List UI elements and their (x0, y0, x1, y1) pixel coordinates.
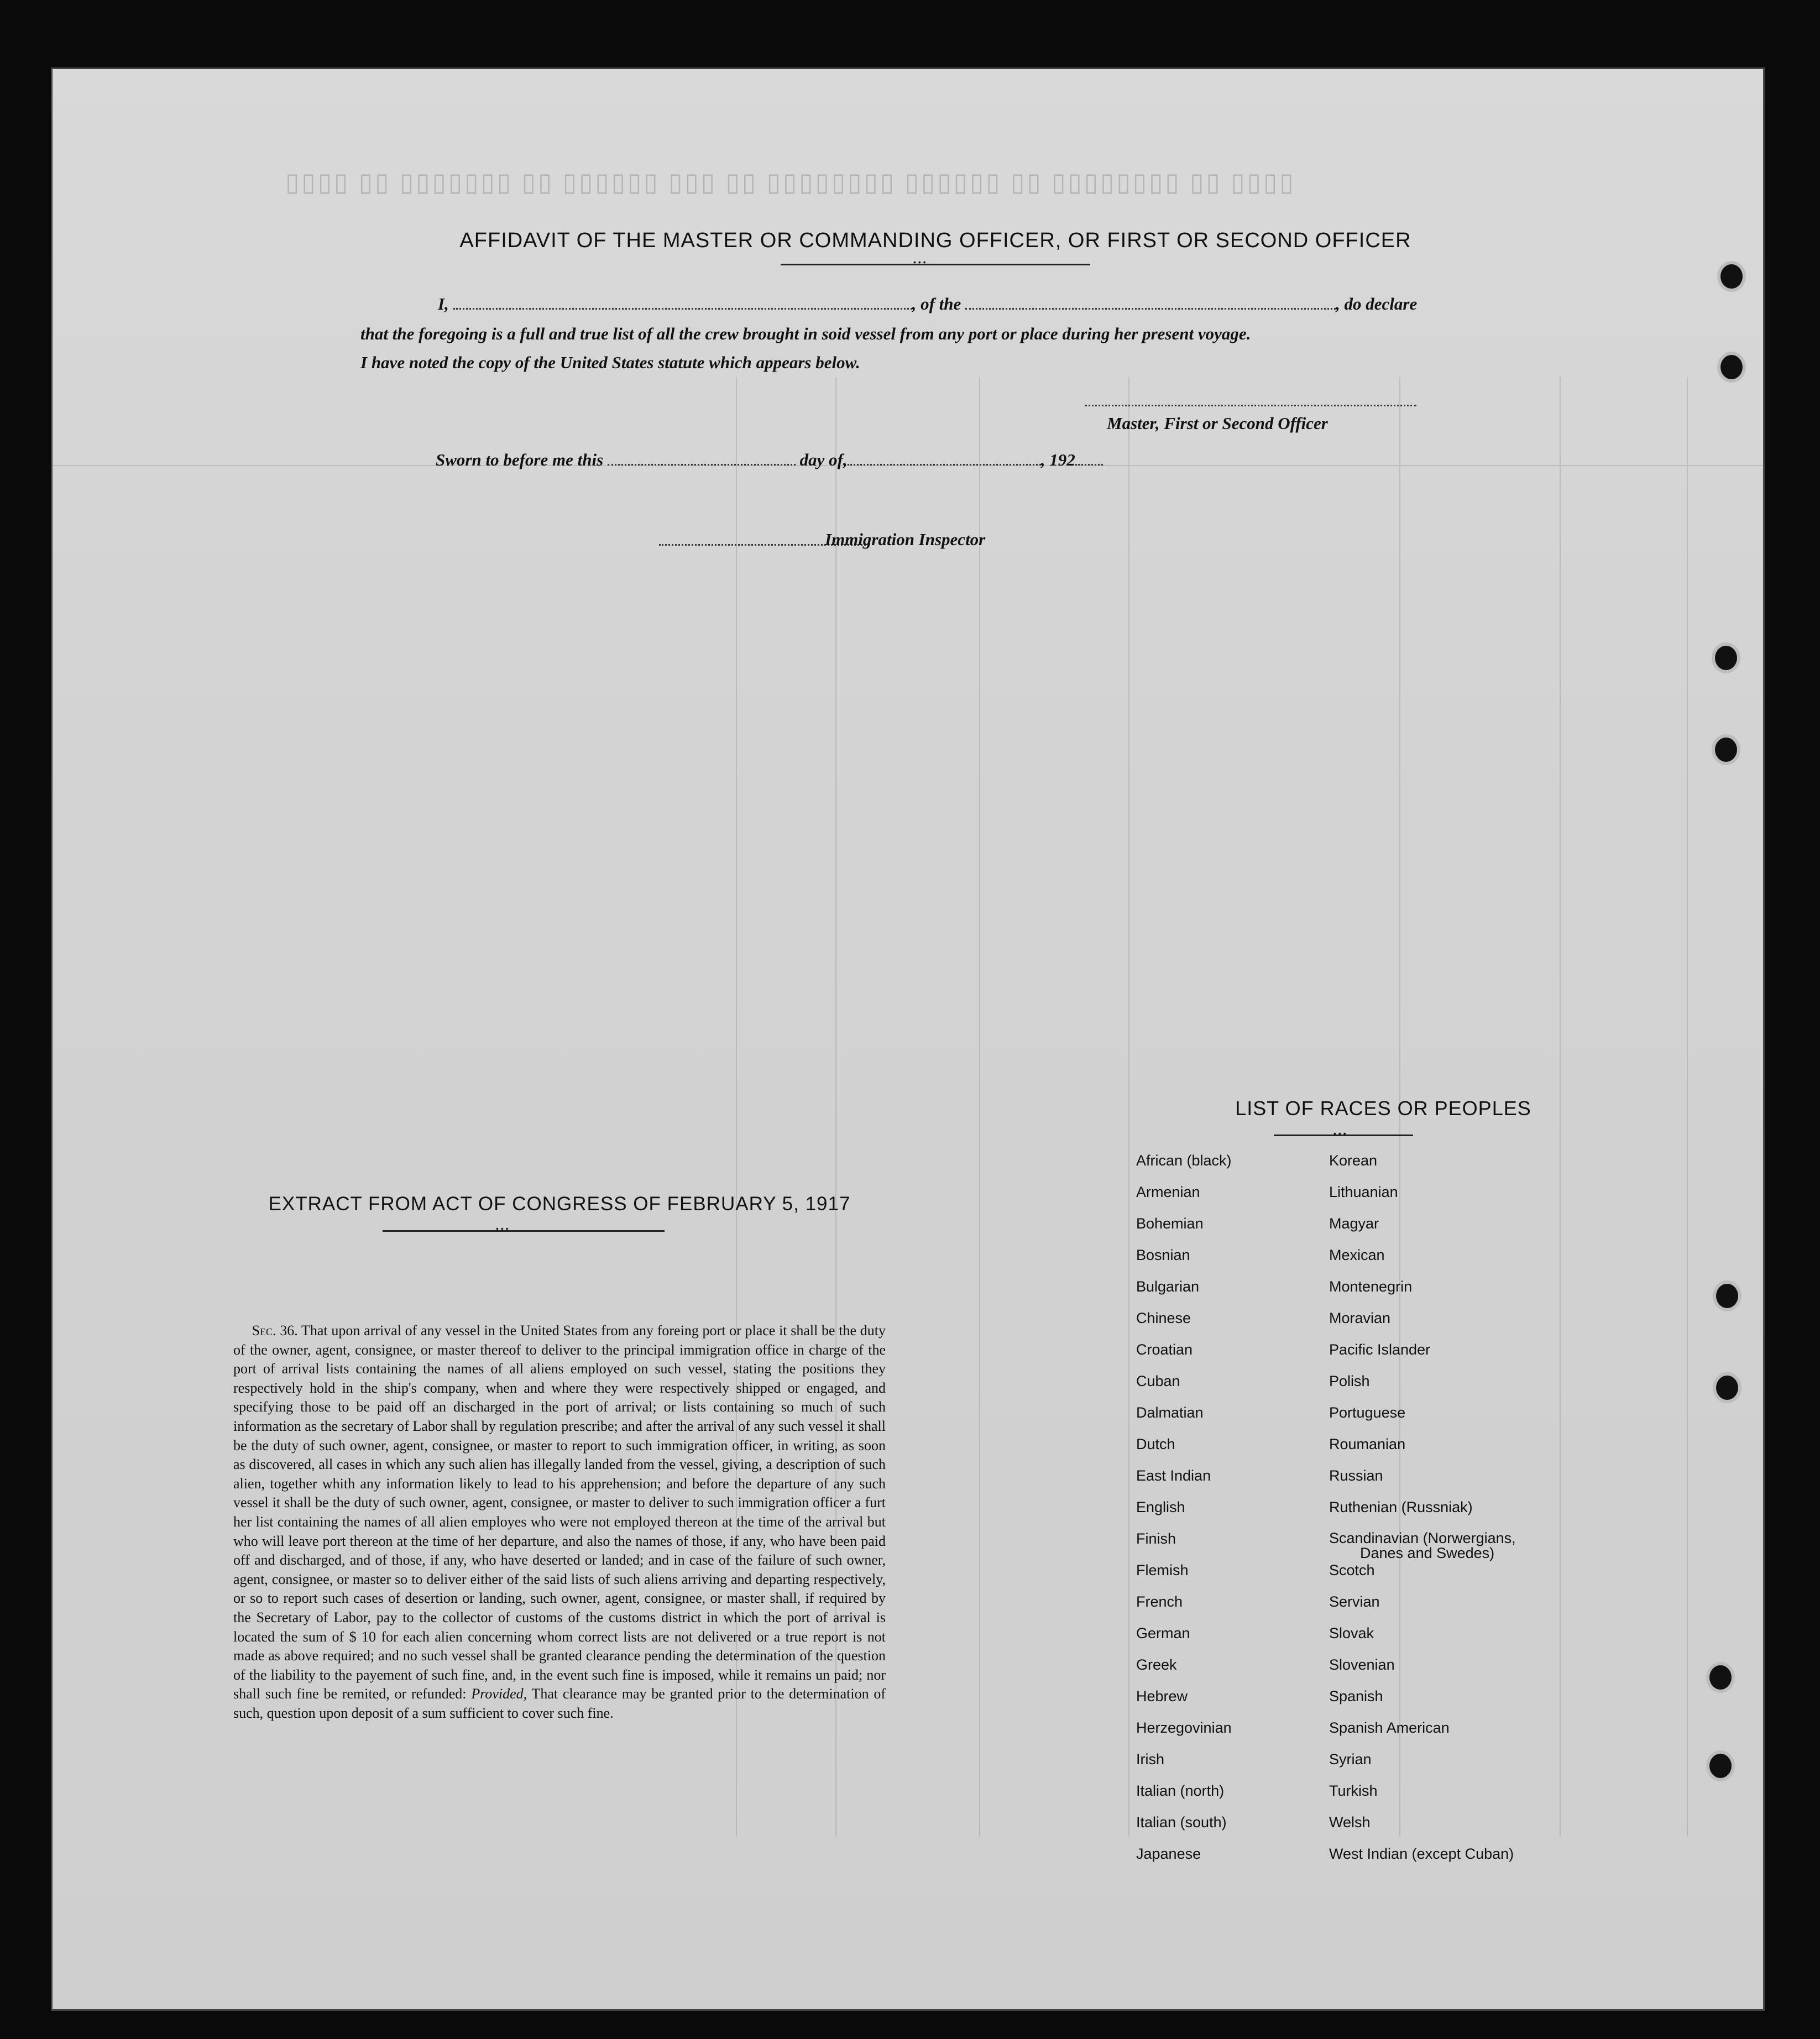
race-item: West Indian (except Cuban) (1329, 1845, 1514, 1862)
extract-title-rule (383, 1230, 665, 1232)
race-item: Scandinavian (Norwergians, (1329, 1530, 1516, 1546)
race-item: Flemish (1136, 1562, 1189, 1578)
race-item: Chinese (1136, 1310, 1191, 1326)
race-item: Japanese (1136, 1845, 1201, 1862)
master-signature-label: Master, First or Second Officer (1107, 414, 1328, 433)
race-item: Korean (1329, 1152, 1378, 1169)
sworn-line (436, 450, 1103, 470)
affidavit-line3: I have noted the copy of the United States statute which appears below. (360, 353, 860, 372)
races-ornament: ••• (1333, 1129, 1348, 1138)
races-column-2 (1329, 1152, 1516, 1877)
race-item: Ruthenian (Russniak) (1329, 1499, 1473, 1515)
master-name-field[interactable] (453, 308, 912, 310)
affidavit-i-label: I, (438, 294, 449, 313)
sworn-label: Sworn to before me this (436, 450, 604, 469)
race-item: African (black) (1136, 1152, 1232, 1169)
race-item: Spanish American (1329, 1719, 1450, 1736)
race-item: Slovenian (1329, 1656, 1395, 1673)
race-item: Servian (1329, 1593, 1380, 1610)
punch-hole (1720, 264, 1743, 289)
act-text-main: 36. That upon arrival of any vessel in the United States from any foreing port or place it shall be the duty of the owner, agent, consignee, or master thereof to deliver to the principal immigration office in charge of the port of arrival lists containing the names of all aliens employed on such vessel, stating the positions they respectively hold in the ship's company, when and where they were respectively shipped or engaged, and specifying those to be paid off an discharged in the port of arrival; or lists containing so much of such information as the secretary of Labor shall by regulation prescribe; and after the arrival of any such vessel it shall be the duty of such owner, agent, consignee, or master to report to such immigration officer, in writing, as soon as discovered, all cases in which any such alien has illegally landed from the vessel, giving, a description of such alien, together whith any information likely to lead to his apprehension; and before the departure of any such vessel it shall be the duty of such owner, agent, consignee, or master to deliver to such immigration officer a furt her list containing the names of all alien employes who were not employed thereon at the time of the arrival but who will leave port thereon at the time of her departure, and also the names of those, if any, who have been paid off and discharged, and of those, if any, who have deserted or landed; and in case of the failure of such owner, agent, consignee, or master so to deliver either of the said lists of such aliens arriving and departing respectively, or so to report such cases of desertion or landing, such owner, agent, consignee, or master shall, if required by the Secretary of Labor, pay to the collector of customs of the customs district in which the port of arrival is located the sum of $ 10 for each alien concerning whom correct lists are not delivered or a true report is not made as above required; and no such vessel shall be granted clearance pending the determination of the question of the liability to the payement of such fine, and, in the event such fine is imposed, while it remains un paid; nor shall such fine be remited, or refunded: (233, 1322, 886, 1702)
race-item: East Indian (1136, 1467, 1211, 1484)
affidavit-title: AFFIDAVIT OF THE MASTER OR COMMANDING OFFICER, OR FIRST OR SECOND OFFICER (459, 229, 1411, 252)
race-item: Magyar (1329, 1215, 1379, 1232)
sworn-year-field[interactable] (1075, 464, 1103, 466)
race-item: Bosnian (1136, 1247, 1190, 1263)
race-item: Lithuanian (1329, 1184, 1398, 1200)
punch-hole (1709, 1754, 1732, 1778)
race-item: Armenian (1136, 1184, 1200, 1200)
race-item: Irish (1136, 1751, 1165, 1768)
act-provided: Provided, (471, 1686, 527, 1702)
race-item: Hebrew (1136, 1688, 1188, 1705)
affidavit-title-rule (781, 264, 1090, 265)
affidavit-ornament: ••• (913, 258, 928, 266)
day-of-label: day of, (799, 450, 848, 469)
punch-hole (1715, 738, 1737, 762)
race-item: Greek (1136, 1656, 1177, 1673)
race-item: Montenegrin (1329, 1278, 1413, 1295)
punch-hole (1716, 1376, 1738, 1400)
race-item: Croatian (1136, 1341, 1193, 1358)
race-item: Russian (1329, 1467, 1383, 1484)
race-item: Danes and Swedes) (1360, 1545, 1495, 1561)
inspector-label: Immigration Inspector (825, 530, 986, 549)
race-item: English (1136, 1499, 1185, 1515)
race-item-multiline (1329, 1530, 1516, 1562)
affidavit-line1 (438, 294, 1417, 314)
race-item: Turkish (1329, 1782, 1378, 1799)
race-item: Welsh (1329, 1814, 1371, 1831)
race-item: Roumanian (1329, 1436, 1406, 1452)
race-item: Polish (1329, 1373, 1370, 1389)
race-item: Bulgarian (1136, 1278, 1200, 1295)
affidavit-of-the: , of the (912, 294, 961, 313)
race-item: Slovak (1329, 1625, 1374, 1641)
race-item: Dalmatian (1136, 1404, 1204, 1421)
race-item: Italian (south) (1136, 1814, 1227, 1831)
race-item: Spanish (1329, 1688, 1383, 1705)
punch-hole (1715, 646, 1737, 670)
bleed-through-title: ▯▯▯▯ ▯▯ ▯▯▯▯▯▯▯▯ ▯▯ ▯▯▯▯▯▯ ▯▯▯▯▯▯▯▯ ▯▯ ▯▯▯ ▯▯▯▯▯▯ ▯▯ ▯▯▯▯▯▯▯ ▯▯ ▯▯▯▯ (283, 168, 1294, 196)
race-item: Italian (north) (1136, 1782, 1225, 1799)
sworn-day-field[interactable] (608, 464, 796, 466)
race-item: Pacific Islander (1329, 1341, 1431, 1358)
races-title: LIST OF RACES OR PEOPLES (1235, 1097, 1531, 1120)
race-item: Scotch (1329, 1562, 1375, 1578)
race-item: Dutch (1136, 1436, 1175, 1452)
race-item: Syrian (1329, 1751, 1372, 1768)
extract-ornament: ••• (496, 1224, 511, 1233)
affidavit-do-declare: , do declare (1336, 294, 1418, 313)
punch-hole (1716, 1284, 1738, 1308)
race-item: Finish (1136, 1530, 1176, 1547)
act-text (233, 1321, 886, 1723)
race-item: German (1136, 1625, 1190, 1641)
act-sec-label: Sec. (252, 1322, 276, 1339)
race-item: Herzegovinian (1136, 1719, 1232, 1736)
race-item: Moravian (1329, 1310, 1391, 1326)
race-item: Mexican (1329, 1247, 1385, 1263)
race-item: French (1136, 1593, 1183, 1610)
race-item: Cuban (1136, 1373, 1180, 1389)
act-text-end: That clearance may be granted prior to the determination of such, question upon deposit of a sum sufficient to cover such fine. (233, 1686, 886, 1721)
punch-hole (1720, 355, 1743, 379)
race-item: Bohemian (1136, 1215, 1204, 1232)
manifest-sheet (51, 67, 1765, 2011)
races-column-1 (1136, 1152, 1232, 1877)
affidavit-line2: that the foregoing is a full and true list of all the crew brought in soid vessel from any port or place during her present voyage. (360, 324, 1251, 343)
master-signature-line[interactable] (1085, 405, 1416, 406)
vessel-name-field[interactable] (965, 308, 1336, 310)
race-item: Portuguese (1329, 1404, 1406, 1421)
punch-hole (1709, 1665, 1732, 1690)
extract-title: EXTRACT FROM ACT OF CONGRESS OF FEBRUARY 5, 1917 (268, 1193, 851, 1215)
year-label: , 192 (1040, 450, 1075, 469)
sworn-month-field[interactable] (848, 464, 1041, 466)
